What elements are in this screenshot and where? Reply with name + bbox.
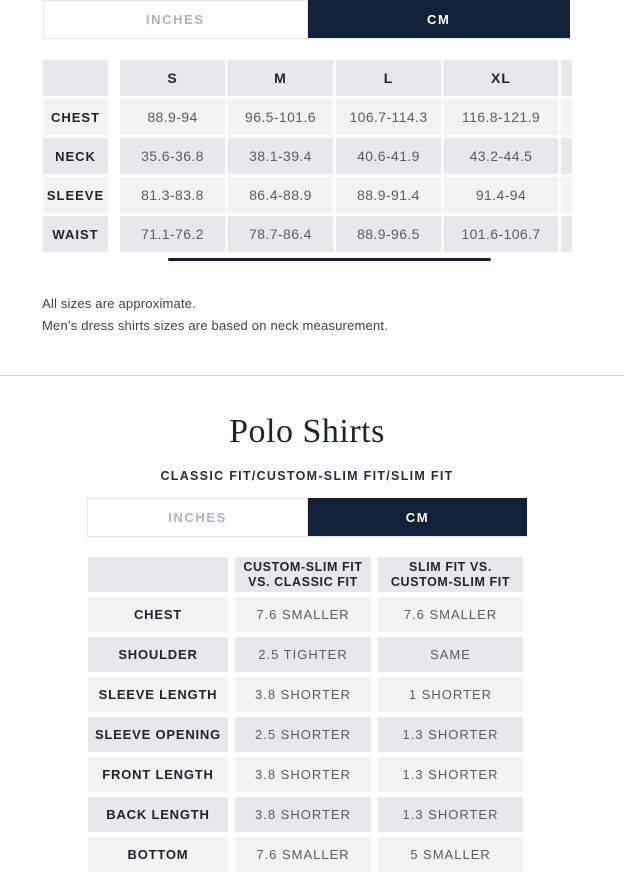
row-label: SHOULDER [88,637,228,672]
unit-toggle-dress-shirts [43,0,570,39]
cell-value: 2.5 TIGHTER [235,637,371,672]
row-label: BOTTOM [88,837,228,872]
column-header-xl: XL [444,60,558,96]
note-line: All sizes are approximate. [42,296,197,311]
cell-value: 7.6 SMALLER [235,597,371,632]
cell-value: 81.3-83.8 [120,177,225,213]
cell-value: 116.8-121.9 [444,99,558,135]
column-header-s: S [120,60,225,96]
cell-value: 43.2-44.5 [444,138,558,174]
cell-value: 1.3 SHORTER [378,717,523,752]
table-row-sleeve-opening [88,717,523,752]
dress-shirt-size-table [43,60,572,252]
cell-value: 5 SMALLER [378,837,523,872]
cell-value: 78.7-86.4 [228,216,333,252]
cell-value: 88.9-94 [120,99,225,135]
tab-cm[interactable]: CM [308,0,571,38]
cell-value: 38.1-39.4 [228,138,333,174]
cell-value: 35.6-36.8 [120,138,225,174]
cell-value: 2.5 SHORTER [235,717,371,752]
column-header-slim-vs-custom-slim [378,557,523,592]
cell-value: 106.7-114.3 [336,99,441,135]
clipped-next-column-cell [561,60,572,96]
cell-value: 1 SHORTER [378,677,523,712]
cell-value: 7.6 SMALLER [378,597,523,632]
table-row-chest [43,99,572,135]
corner-cell [43,60,108,96]
dress-shirts-section [0,0,624,337]
row-label: BACK LENGTH [88,797,228,832]
clipped-next-column-cell [561,216,572,252]
row-label: CHEST [88,597,228,632]
row-label: SLEEVE [43,177,108,213]
row-label: CHEST [43,99,108,135]
header-line: SLIM FIT VS. [409,559,492,574]
tab-inches[interactable]: INCHES [87,498,308,536]
polo-shirts-section [0,411,614,872]
clipped-next-column-cell [561,99,572,135]
table-row-chest [88,597,523,632]
corner-cell [88,557,228,592]
column-header-m: M [228,60,333,96]
row-label: SLEEVE LENGTH [88,677,228,712]
cell-value: 88.9-96.5 [336,216,441,252]
clipped-next-column-cell [561,138,572,174]
tab-inches[interactable]: INCHES [43,0,308,38]
note-line: Men’s dress shirts sizes are based on neck measurement. [42,318,389,333]
table-row-shoulder [88,637,523,672]
cell-value: 1.3 SHORTER [378,797,523,832]
table-row-front-length [88,757,523,792]
cell-value: 40.6-41.9 [336,138,441,174]
header-line: CUSTOM-SLIM FIT [243,559,363,574]
cell-value: 96.5-101.6 [228,99,333,135]
cell-value: SAME [378,637,523,672]
header-line: VS. CLASSIC FIT [248,574,358,589]
table-header-row [43,60,572,96]
table-row-sleeve [43,177,572,213]
section-title: Polo Shirts [229,413,385,450]
section-subtitle: CLASSIC FIT/CUSTOM-SLIM FIT/SLIM FIT [160,469,454,483]
cell-value: 91.4-94 [444,177,558,213]
row-label: NECK [43,138,108,174]
cell-value: 7.6 SMALLER [235,837,371,872]
row-label: SLEEVE OPENING [88,717,228,752]
cell-value: 3.8 SHORTER [235,677,371,712]
cell-value: 1.3 SHORTER [378,757,523,792]
row-label: FRONT LENGTH [88,757,228,792]
cell-value: 3.8 SHORTER [235,757,371,792]
cell-value: 101.6-106.7 [444,216,558,252]
row-label: WAIST [43,216,108,252]
clipped-next-column-cell [561,177,572,213]
table-header-row [88,557,523,592]
table-row-back-length [88,797,523,832]
size-notes [42,293,624,337]
unit-toggle-polo-shirts [87,498,527,537]
section-divider [0,375,624,376]
table-row-bottom [88,837,523,872]
tab-cm[interactable]: CM [308,498,527,536]
header-line: CUSTOM-SLIM FIT [390,574,511,589]
cell-value: 88.9-91.4 [336,177,441,213]
table-row-neck [43,138,572,174]
horizontal-scrollbar-thumb[interactable] [168,258,491,261]
column-header-custom-slim-vs-classic [235,557,371,592]
cell-value: 86.4-88.9 [228,177,333,213]
polo-fit-comparison-table [88,557,523,872]
cell-value: 71.1-76.2 [120,216,225,252]
column-header-l: L [336,60,441,96]
table-row-waist [43,216,572,252]
table-row-sleeve-length [88,677,523,712]
cell-value: 3.8 SHORTER [235,797,371,832]
